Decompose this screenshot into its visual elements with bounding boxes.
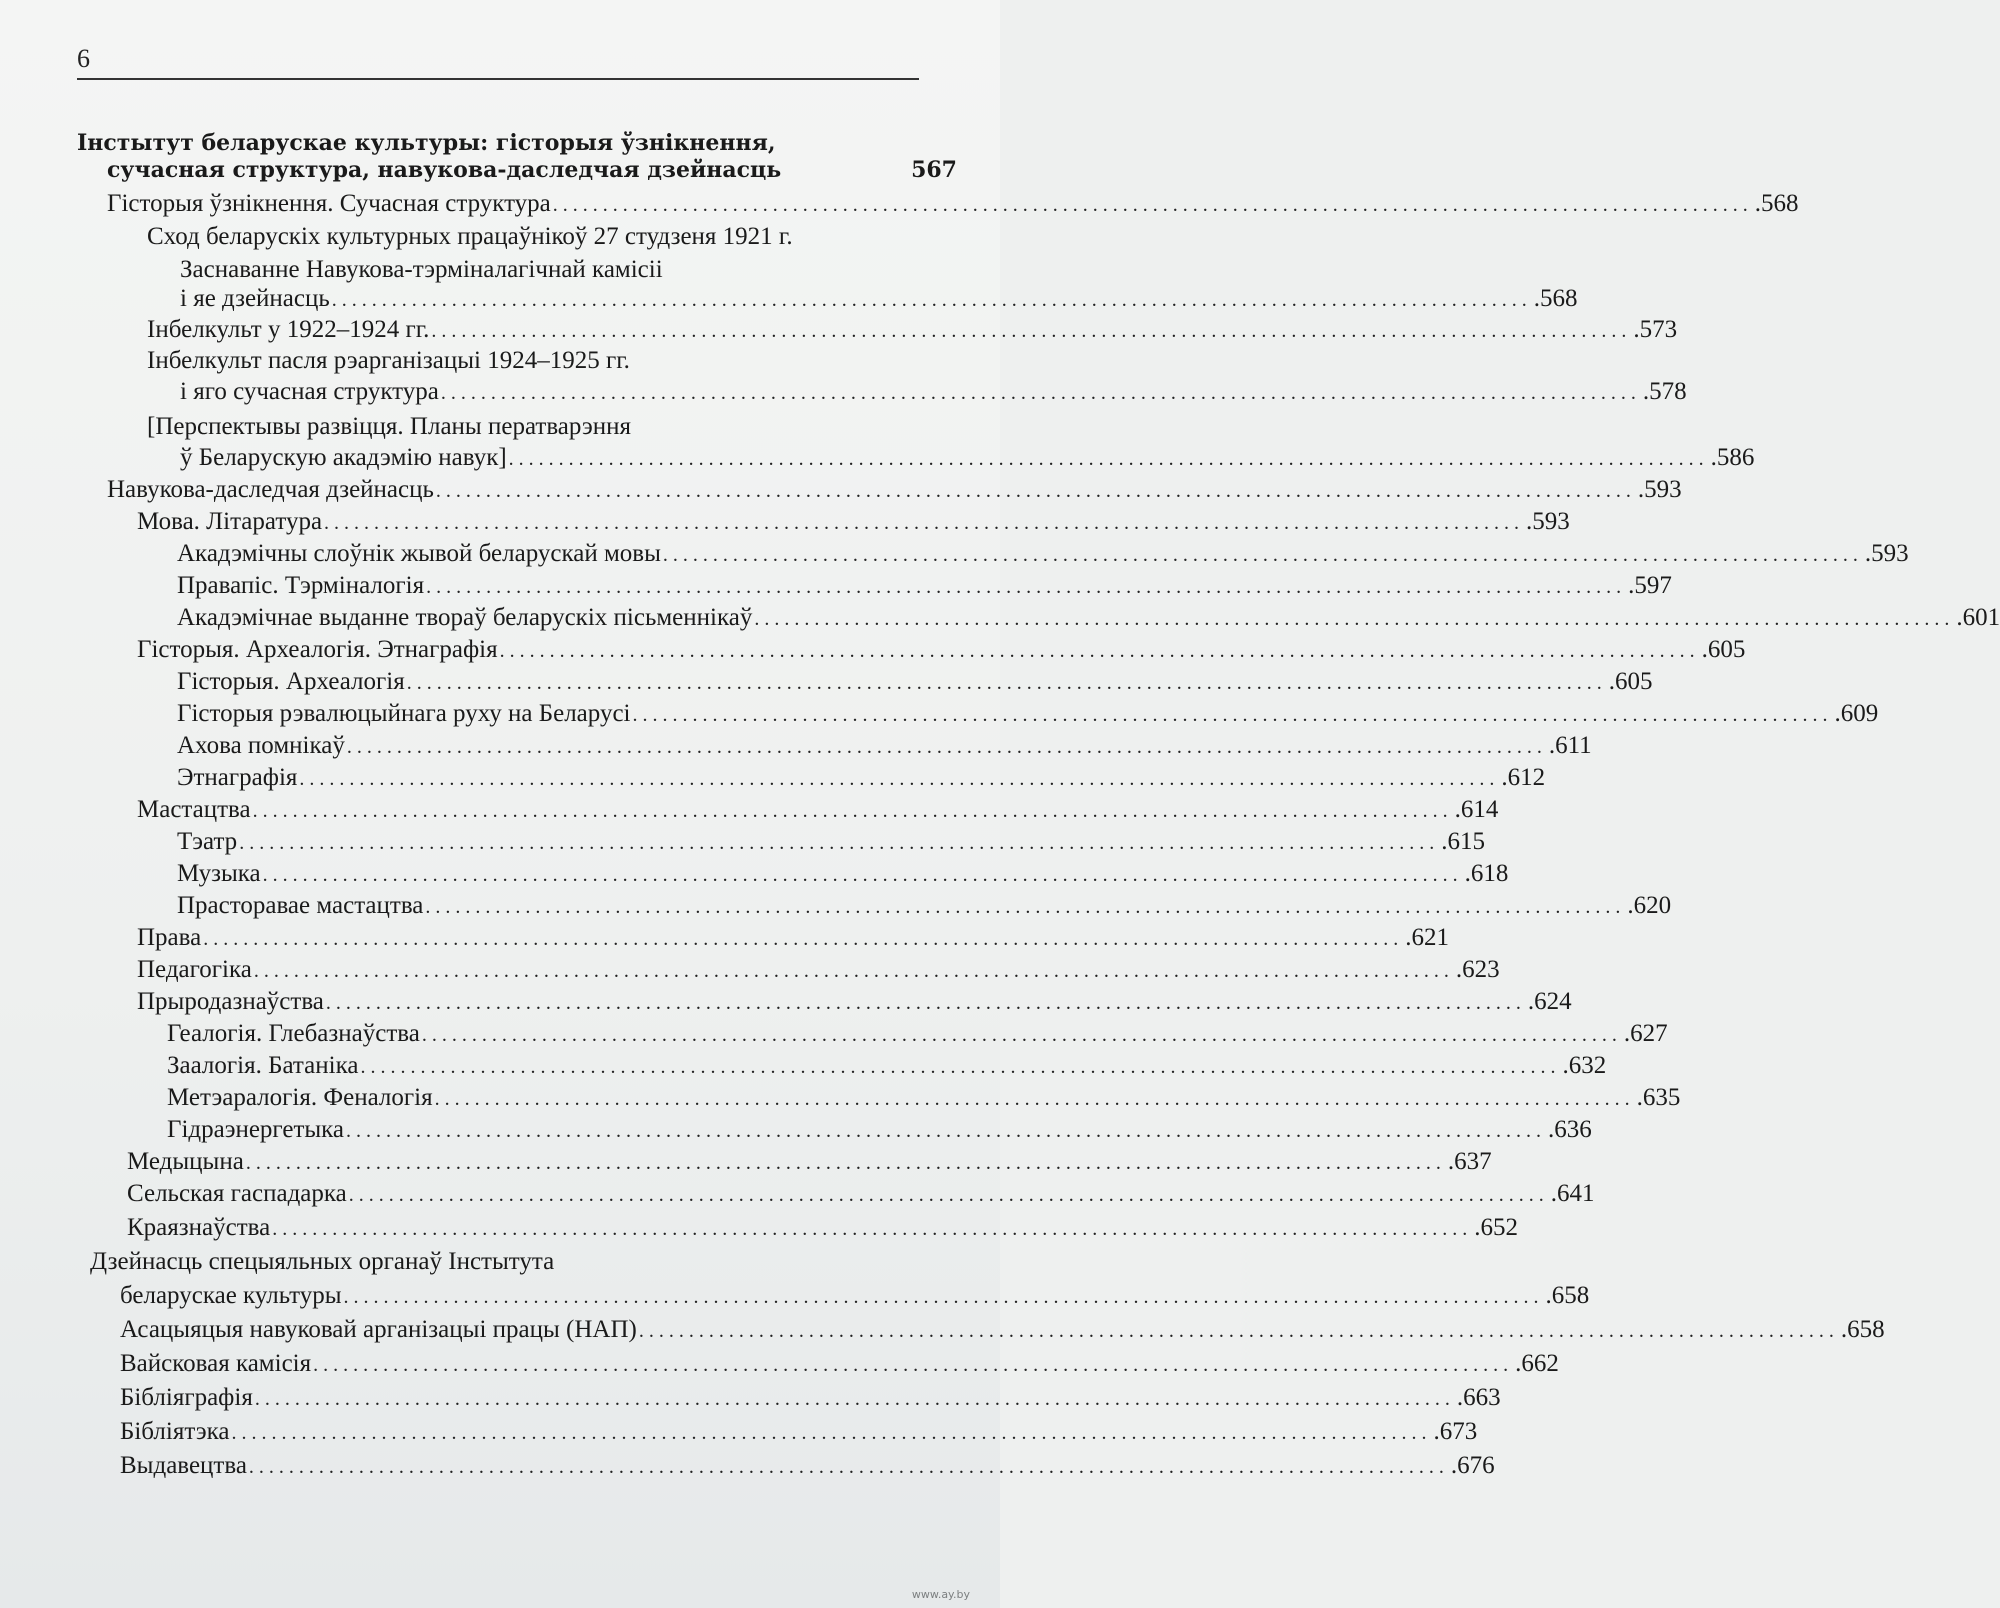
toc-entry <box>177 731 1592 762</box>
toc-entry-title: Навукова-даследчая дзейнасць <box>107 476 434 503</box>
toc-entry-title: Сельская гаспадарка <box>127 1180 347 1207</box>
toc-leader-dots: ........................................................................................................................ <box>632 704 1833 726</box>
toc-page-number: .605 <box>1701 636 1746 663</box>
toc-leader-dots: ........................................................................................................................ <box>426 576 1627 598</box>
toc-page-number: .627 <box>1623 1020 1668 1047</box>
toc-entry-title: Гісторыя. Археалогія <box>177 668 405 695</box>
toc-entry-title: Мова. Літаратура <box>137 508 323 535</box>
toc-entry-title: Гісторыя ўзнікнення. Сучасная структура <box>107 190 551 217</box>
toc-entry <box>137 507 1570 538</box>
toc-page-number: .663 <box>1456 1384 1501 1411</box>
toc-entry <box>180 443 1755 474</box>
toc-entry-title: ў Беларускую акадэмію навук] <box>180 444 507 471</box>
toc-leader-dots: ........................................................................................................................ <box>254 1388 1455 1410</box>
toc-leader-dots: ........................................................................................................................ <box>231 1422 1432 1444</box>
toc-entry-title: Гісторыя рэвалюцыйнага руху на Беларусі <box>177 700 631 727</box>
toc-entry <box>167 1019 1668 1050</box>
toc-entry-title: Гісторыя. Археалогія. Этнаграфія <box>137 636 498 663</box>
toc-leader-dots: ........................................................................................................................ <box>406 672 1607 694</box>
toc-leader-dots: ........................................................................................................................ <box>346 1120 1547 1142</box>
toc-entry-title: Дзейнасць спецыяльных органаў Інстытута <box>90 1248 555 1275</box>
toc-title-line-1 <box>77 128 957 158</box>
toc-entry <box>127 1213 1518 1244</box>
toc-entry <box>137 795 1499 826</box>
toc-entry-title: Інбелкульт у 1922–1924 гг. <box>147 316 430 343</box>
toc-entry-title: Вайсковая камісія <box>120 1350 312 1377</box>
toc-page-number: .611 <box>1548 732 1592 759</box>
toc-page-number: .636 <box>1548 1116 1592 1143</box>
toc-entry-title: Сход беларускіх культурных працаўнікоў 27 студзеня 1921 г. <box>147 223 793 250</box>
toc-entry <box>120 1417 1478 1448</box>
toc-leader-dots: ........................................................................................................................ <box>425 896 1626 918</box>
toc-page-number: .593 <box>1637 476 1682 503</box>
toc-entry <box>120 1315 1885 1346</box>
toc-entry <box>120 1281 1590 1312</box>
toc-page-number: .637 <box>1447 1148 1492 1175</box>
page-number: 6 <box>77 44 90 73</box>
toc-page-number: .578 <box>1642 378 1687 405</box>
toc-entry <box>177 763 1546 794</box>
toc-entry-title: [Перспектывы развіцця. Планы ператварэння <box>147 413 631 440</box>
toc-entry <box>180 284 1578 315</box>
toc-title-line-2 <box>107 155 957 185</box>
toc-entry-title: Прыродазнаўства <box>137 988 324 1015</box>
toc-entry <box>107 475 1682 506</box>
toc-leader-dots: ........................................................................................................................ <box>421 1024 1622 1046</box>
toc-entry-title: Заснаванне Навукова-тэрміналагічнай камісіі <box>180 256 663 283</box>
toc-entry-title: Бібліятэка <box>120 1418 230 1445</box>
toc-page-number: .641 <box>1550 1180 1595 1207</box>
toc-page-number: .568 <box>1754 190 1799 217</box>
toc-entry <box>180 255 957 286</box>
toc-leader-dots: ........................................................................................................................ <box>499 640 1700 662</box>
toc-page-number: .662 <box>1515 1350 1559 1377</box>
toc-page-number: .621 <box>1405 924 1449 951</box>
toc-entry-title: Мастацтва <box>137 796 251 823</box>
toc-entry-title: Правапіс. Тэрміналогія <box>177 572 425 599</box>
toc-entry <box>137 987 1572 1018</box>
toc-title-text: сучасная структура, навукова-даследчая дзейнасць <box>107 157 782 183</box>
toc-entry-title: Геалогія. Глебазнаўства <box>167 1020 420 1047</box>
toc-page-number: .612 <box>1501 764 1546 791</box>
toc-page-number: .673 <box>1433 1418 1478 1445</box>
toc-entry <box>127 1179 1595 1210</box>
toc-leader-dots: ........................................................................................................................ <box>431 320 1632 342</box>
toc-leader-dots: ........................................................................................................................ <box>552 194 1753 216</box>
toc-entry-title: Права <box>137 924 202 951</box>
toc-entry <box>167 1115 1592 1146</box>
toc-page-number: .624 <box>1527 988 1572 1015</box>
toc-leader-dots: ........................................................................................................................ <box>252 800 1453 822</box>
toc-entry <box>177 699 1879 730</box>
toc-page-number: .605 <box>1608 668 1653 695</box>
toc-page-number: .615 <box>1441 828 1485 855</box>
toc-page-number: .652 <box>1474 1214 1518 1241</box>
toc-leader-dots: ........................................................................................................................ <box>331 289 1532 311</box>
toc-page-number: .609 <box>1834 700 1879 727</box>
toc-entry <box>177 667 1653 698</box>
toc-entry <box>177 827 1485 858</box>
toc-entry-title: Асацыяцыя навуковай арганізацыі працы (НАП) <box>120 1316 637 1343</box>
toc-entry <box>107 189 1799 220</box>
toc-leader-dots: ........................................................................................................................ <box>324 512 1525 534</box>
toc-leader-dots: ........................................................................................................................ <box>272 1218 1473 1240</box>
toc-page-number: .632 <box>1562 1052 1607 1079</box>
toc-entry <box>177 539 1909 570</box>
toc-entry <box>127 1147 1492 1178</box>
toc-entry-title: Інбелкульт пасля рэарганізацыі 1924–1925 гг. <box>147 347 630 374</box>
toc-entry-title: Этнаграфія <box>177 764 298 791</box>
toc-entry <box>90 1247 957 1278</box>
toc-page-number: .635 <box>1636 1084 1681 1111</box>
toc-page-number: .573 <box>1633 316 1678 343</box>
toc-entry <box>147 412 957 443</box>
toc-entry <box>177 891 1672 922</box>
toc-title-text: Інстытут беларускае культуры: гісторыя ўзнікнення, <box>77 130 776 156</box>
toc-page-number: .658 <box>1840 1316 1885 1343</box>
toc-entry-title: і яе дзейнасць <box>180 285 330 312</box>
toc-leader-dots: ........................................................................................................................ <box>299 768 1500 790</box>
toc-entry-title: Медыцына <box>127 1148 244 1175</box>
toc-entry-title: Гідраэнергетыка <box>167 1116 345 1143</box>
toc-page-number: .593 <box>1526 508 1570 535</box>
toc-leader-dots: ........................................................................................................................ <box>754 608 1955 630</box>
toc-page-number: .618 <box>1464 860 1509 887</box>
toc-entry <box>180 377 1687 408</box>
toc-entry-title: Акадэмічнае выданне твораў беларускіх пісьменнікаў <box>177 604 753 631</box>
toc-entry <box>137 955 1500 986</box>
toc-leader-dots: ........................................................................................................................ <box>203 928 1404 950</box>
toc-entry-title: Педагогіка <box>137 956 252 983</box>
toc-leader-dots: ........................................................................................................................ <box>346 736 1547 758</box>
toc-entry-title: Бібліяграфія <box>120 1384 253 1411</box>
toc-leader-dots: ........................................................................................................................ <box>662 544 1863 566</box>
toc-entry <box>167 1083 1681 1114</box>
toc-entry <box>120 1349 1559 1380</box>
toc-entry-title: беларускае культуры <box>120 1282 342 1309</box>
toc-leader-dots: ........................................................................................................................ <box>508 448 1709 470</box>
toc-leader-dots: ........................................................................................................................ <box>434 1088 1635 1110</box>
toc-entry <box>137 635 1746 666</box>
toc-leader-dots: ........................................................................................................................ <box>638 1320 1839 1342</box>
toc-leader-dots: ........................................................................................................................ <box>239 832 1440 854</box>
watermark: www.ay.by <box>911 1588 970 1601</box>
toc-entry-title: Акадэмічны слоўнік жывой беларускай мовы <box>177 540 661 567</box>
toc-entry <box>137 923 1449 954</box>
toc-leader-dots: ........................................................................................................................ <box>253 960 1454 982</box>
toc-entry <box>147 315 1678 346</box>
toc-leader-dots: ........................................................................................................................ <box>360 1056 1561 1078</box>
toc-page-number: .676 <box>1450 1452 1495 1479</box>
toc-page-number: .586 <box>1710 444 1755 471</box>
toc-entry-title: Метэаралогія. Феналогія <box>167 1084 433 1111</box>
toc-entry <box>147 346 957 377</box>
toc-leader-dots: ........................................................................................................................ <box>245 1152 1446 1174</box>
toc-page-number: .601 <box>1956 604 2000 631</box>
toc-leader-dots: ........................................................................................................................ <box>348 1184 1549 1206</box>
toc-page-number: .658 <box>1545 1282 1590 1309</box>
toc-entry <box>147 222 957 253</box>
toc-leader-dots: ........................................................................................................................ <box>313 1354 1514 1376</box>
toc-page-number: 567 <box>911 157 957 183</box>
toc-leader-dots: ........................................................................................................................ <box>325 992 1526 1014</box>
toc-page-number: .593 <box>1864 540 1909 567</box>
toc-leader-dots: ........................................................................................................................ <box>262 864 1463 886</box>
toc-entry-title: Ахова помнікаў <box>177 732 345 759</box>
toc-entry <box>177 603 2000 634</box>
toc-page-number: .614 <box>1454 796 1499 823</box>
toc-entry-title: Прасторавае мастацтва <box>177 892 424 919</box>
toc-page-number: .597 <box>1628 572 1672 599</box>
toc-entry-title: Заалогія. Батаніка <box>167 1052 359 1079</box>
toc-entry-title: Музыка <box>177 860 261 887</box>
toc-page-number: .623 <box>1455 956 1500 983</box>
toc-entry <box>120 1383 1501 1414</box>
toc-entry <box>177 571 1672 602</box>
toc-entry-title: Тэатр <box>177 828 238 855</box>
toc-leader-dots: ........................................................................................................................ <box>435 480 1636 502</box>
toc-page-number: .620 <box>1627 892 1672 919</box>
toc-entry <box>167 1051 1607 1082</box>
toc-entry-title: і яго сучасная структура <box>180 378 439 405</box>
toc-page-number: .568 <box>1533 285 1578 312</box>
toc-entry-title: Выдавецтва <box>120 1452 247 1479</box>
toc-leader-dots: ........................................................................................................................ <box>440 382 1641 404</box>
toc-entry-title: Краязнаўства <box>127 1214 271 1241</box>
toc-entry <box>120 1451 1495 1482</box>
toc-entry <box>177 859 1509 890</box>
toc-leader-dots: ........................................................................................................................ <box>248 1456 1449 1478</box>
toc-leader-dots: ........................................................................................................................ <box>343 1286 1544 1308</box>
